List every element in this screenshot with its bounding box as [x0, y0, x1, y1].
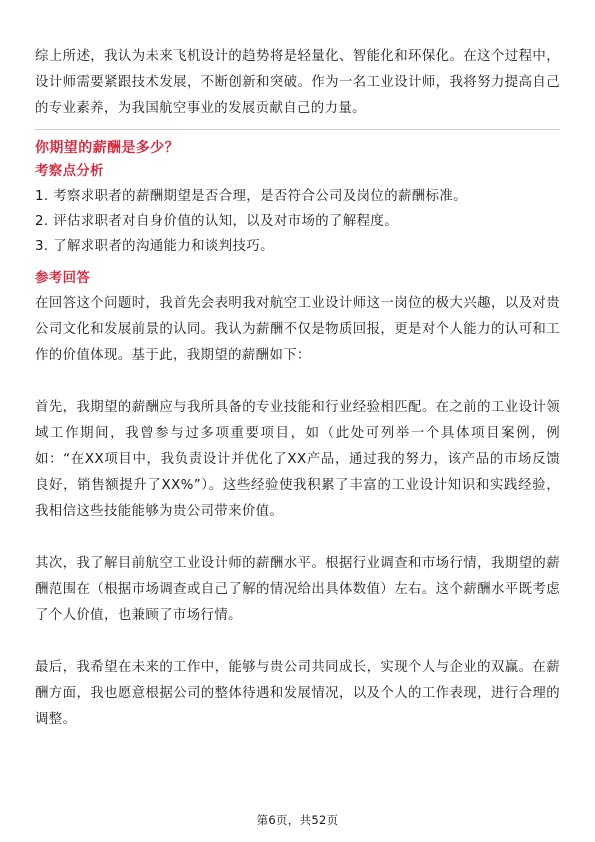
page-number-footer: 第6页，共52页 [256, 813, 339, 827]
analysis-heading: 考察点分析 [35, 164, 104, 179]
answer-paragraph: 首先，我期望的薪酬应与我所具备的专业技能和行业经验相匹配。在之前的工业设计领域工作期间，我曾参与过多项重要项目，如（此处可列举一个具体项目案例，例如：“在XX项目中，我负责设计并优化了XX产品，通过我的努力，该产品的市场反馈良好，销售额提升了XX%”）。这些经验使我积累了丰富的工业设计知识和实践经验，我相信这些技能能够为贵公司带来价值。 [35, 400, 560, 519]
section-divider [35, 129, 560, 130]
answer-paragraph: 最后，我希望在未来的工作中，能够与贵公司共同成长，实现个人与企业的双赢。在薪酬方面，我也愿意根据公司的整体待遇和发展情况，以及个人的工作表现，进行合理的调整。 [35, 660, 560, 727]
answer-heading: 参考回答 [35, 271, 91, 286]
analysis-point: 1. 考察求职者的薪酬期望是否合理，是否符合公司及岗位的薪酬标准。 [35, 189, 467, 204]
analysis-points-list [35, 184, 560, 259]
answer-paragraph: 其次，我了解目前航空工业设计师的薪酬水平。根据行业调查和市场行情，我期望的薪酬范围在（根据市场调查或自己了解的情况给出具体数值）左右。这个薪酬水平既考虑了个人价值，也兼顾了市场行情。 [35, 556, 560, 623]
answer-paragraph: 在回答这个问题时，我首先会表明我对航空工业设计师这一岗位的极大兴趣，以及对贵公司文化和发展前景的认同。我认为薪酬不仅是物质回报，更是对个人能力的认可和工作的价值体现。基于此，我期望的薪酬如下： [35, 296, 560, 363]
intro-paragraph: 综上所述，我认为未来飞机设计的趋势将是轻量化、智能化和环保化。在这个过程中，设计师需要紧跟技术发展，不断创新和突破。作为一名工业设计师，我将努力提高自己的专业素养，为我国航空事业的发展贡献自己的力量。 [35, 49, 560, 116]
question-heading: 你期望的薪酬是多少？ [35, 140, 179, 156]
analysis-point: 3. 了解求职者的沟通能力和谈判技巧。 [35, 239, 274, 254]
document-page [35, 44, 560, 733]
analysis-point: 2. 评估求职者对自身价值的认知，以及对市场的了解程度。 [35, 214, 398, 229]
